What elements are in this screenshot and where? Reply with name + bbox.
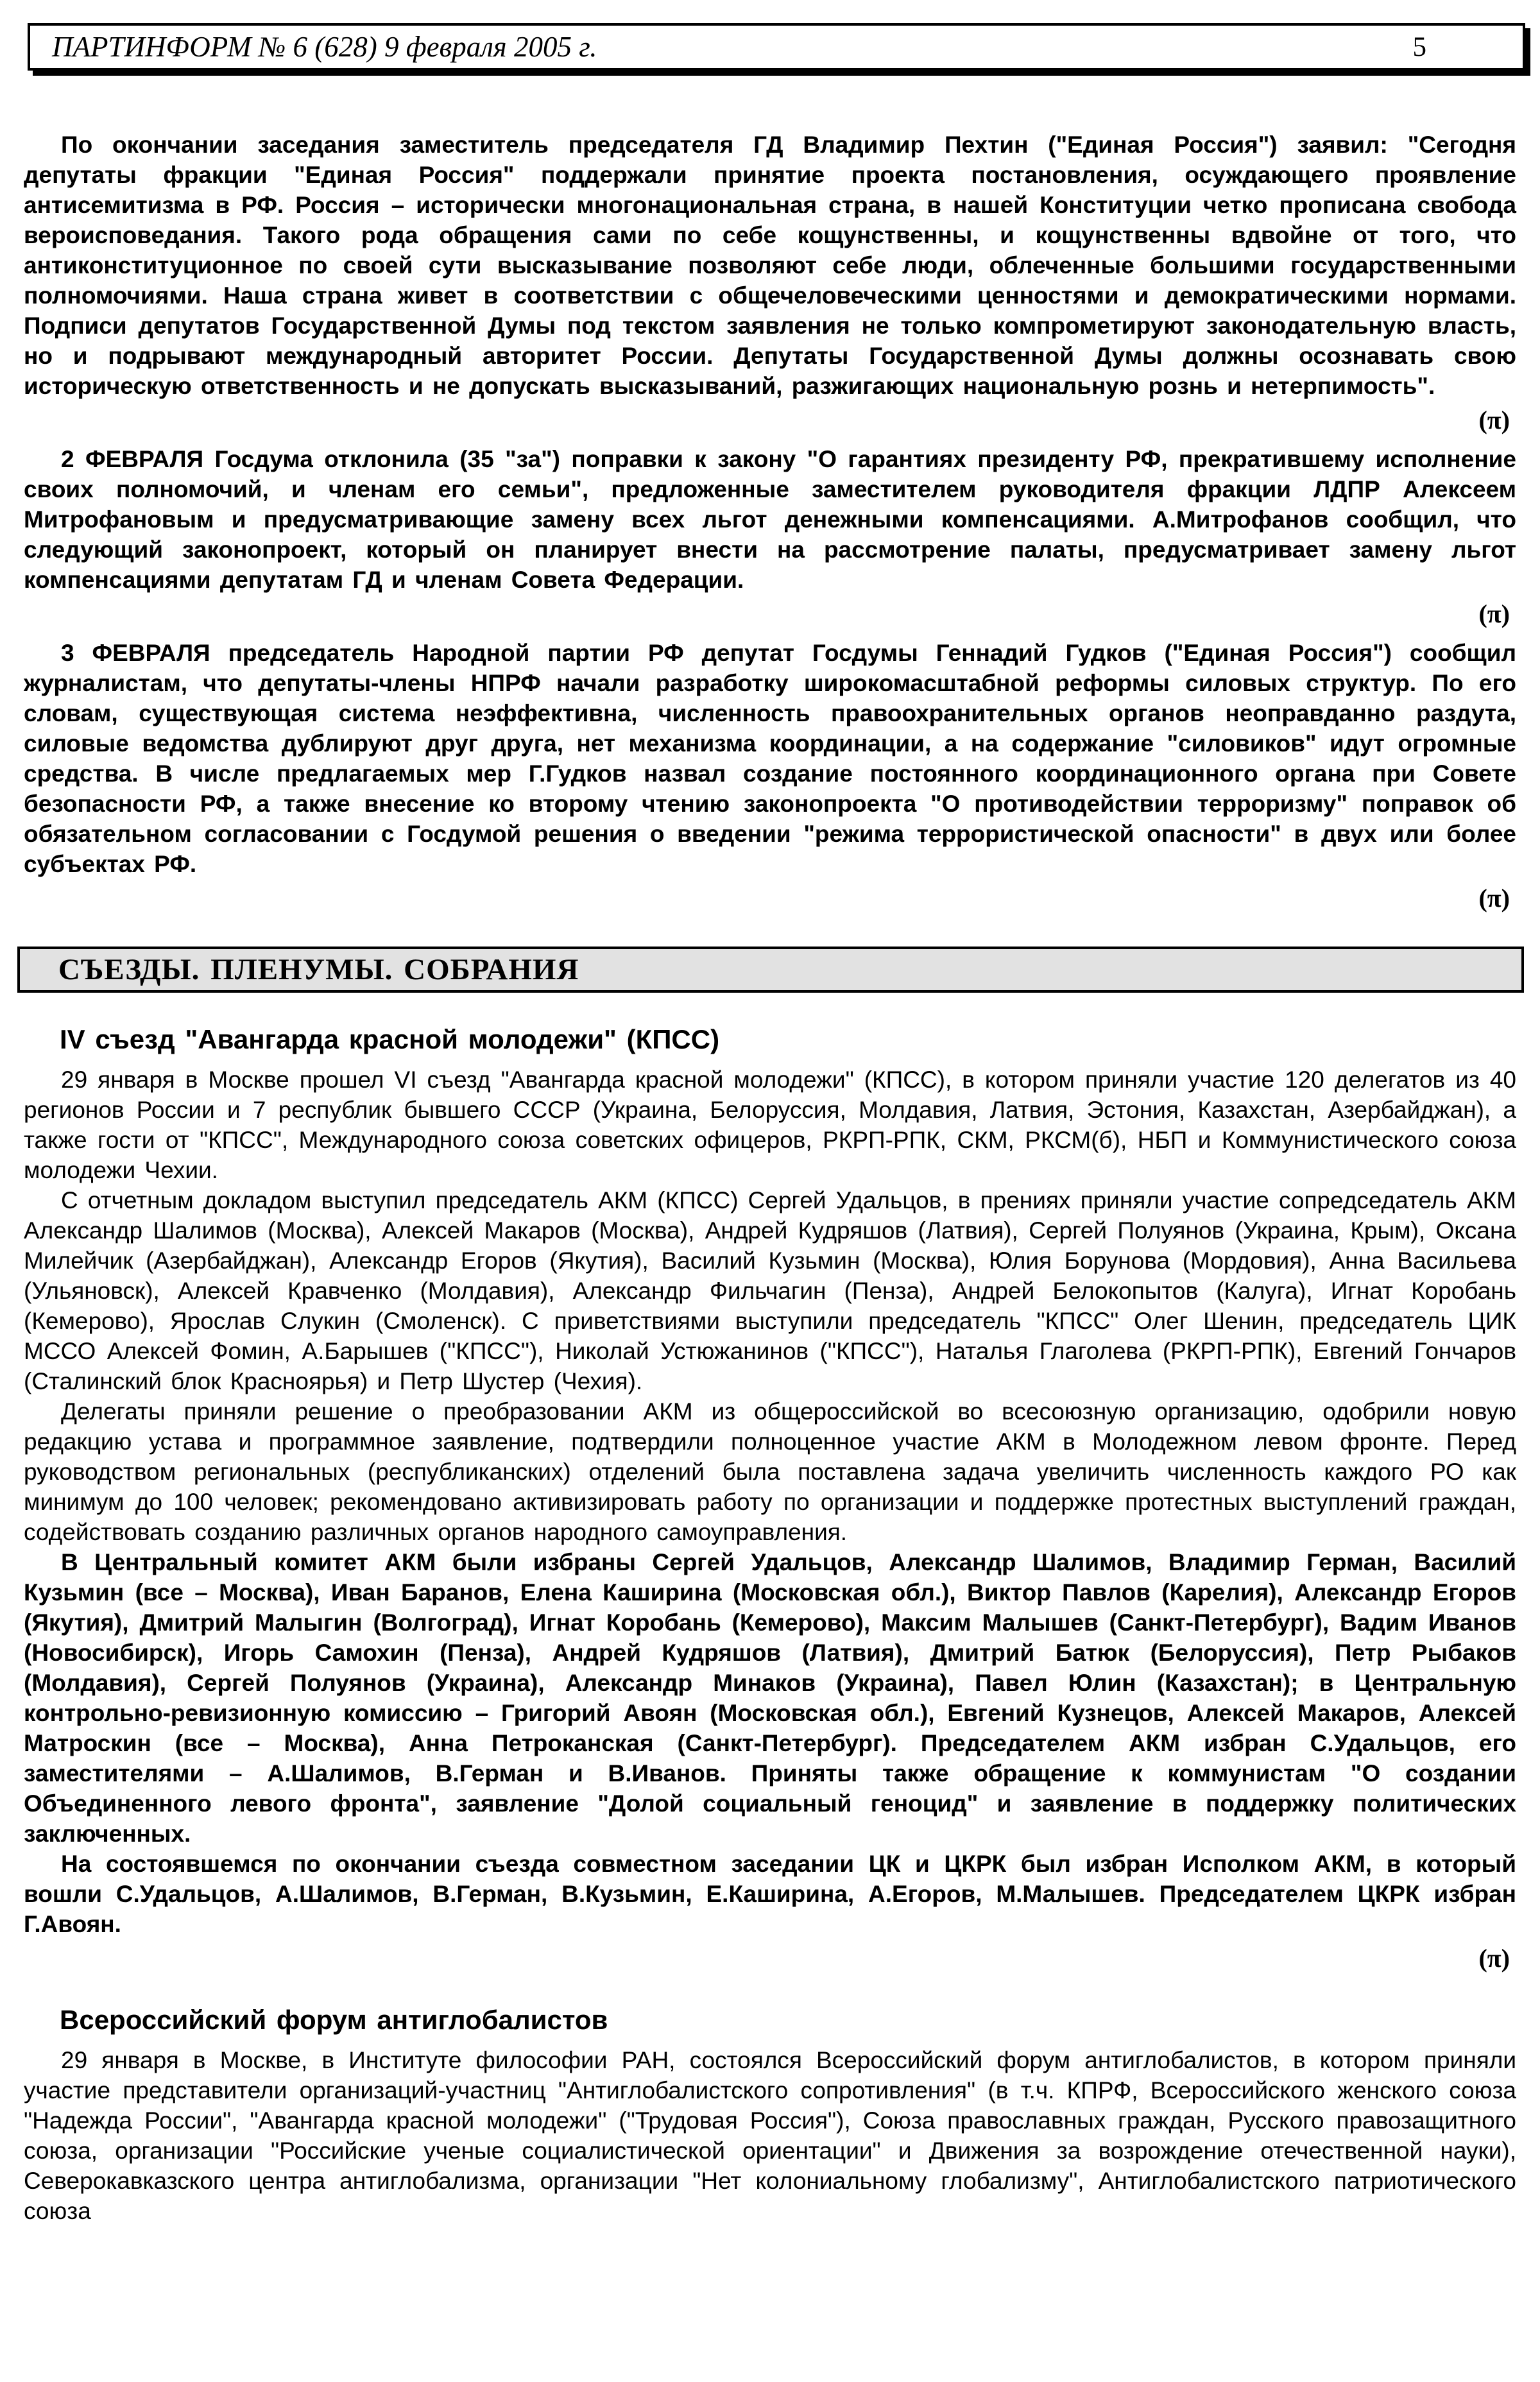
paragraph-akm-speakers: С отчетным докладом выступил председатель АКМ (КПСС) Сергей Удальцов, в прениях приняли участие сопредседатель АКМ Александр Шалимов (Москва), Алексей Макаров (Москва), Андрей Кудряшов (Латвия), Сергей Полуянов (Украина, Крым), Оксана Милейчик (Азербайджан), Александр Егоров (Якутия), Василий Кузьмин (Москва), Юлия Борунова (Мордовия), Анна Васильева (Ульяновск), Алексей Кравченко (Молдавия), Александр Фильчагин (Пенза), Андрей Белокопытов (Калуга), Игнат Коробань (Кемерово), Ярослав Слукин (Смоленск). С приветствиями выступили председатель "КПСС" Олег Шенин, председатель ЦИК МССО Алексей Фомин, А.Барышев ("КПСС"), Николай Устюжанинов ("КПСС"), Наталья Глаголева (РКРП-РПК), Евгений Гончаров (Сталинский блок Красноярья) и Петр Шустер (Чехия). [24,1187,1516,1394]
paragraph-akm-decisions: Делегаты приняли решение о преобразовании АКМ из общероссийской во всесоюзную организацию, одобрили новую редакцию устава и программное заявление, подтвердили полноценное участие АКМ в Молодежном левом фронте. Перед руководством региональных (республиканских) отделений была поставлена задача увеличить численность каждого РО как минимум до 100 человек; рекомендовано активизировать работу по организации и поддержке протестных выступлений граждан, содействовать созданию различных органов народного самоуправления. [24,1398,1516,1545]
paragraph-feb2-duma: 2 ФЕВРАЛЯ Госдума отклонила (35 "за") поправки к закону "О гарантиях президенту РФ, прекратившему исполнение своих полномочий, и членам его семьи", предложенные заместителем руководителя фракции ЛДПР Алексеем Митрофановым и предусматривающие замену всех льгот денежными компенсациями. А.Митрофанов сообщил, что следующий законопроект, который он планирует внести на рассмотрение палаты, предусматривает замену льгот компенсациями депутатам ГД и членам Совета Федерации. [24,446,1516,593]
section-title: СЪЕЗДЫ. ПЛЕНУМЫ. СОБРАНИЯ [58,952,579,986]
paragraph-pekhtin-statement: По окончании заседания заместитель председателя ГД Владимир Пехтин ("Единая Россия") заявил: "Сегодня депутаты фракции "Единая Россия" поддержали принятие проекта постановления, осуждающего проявление антисемитизма в РФ. Россия – исторически многонациональная страна, в нашей Конституции четко прописана свобода вероисповедания. Такого рода обращения сами по себе кощунственны, и кощунственны вдвойне от того, что антиконституционное по своей сути высказывание позволяют себе люди, облеченные большими государственными полномочиями. Наша страна живет в соответствии с общечеловеческими ценностями и демократическими нормами. Подписи депутатов Государственной Думы под текстом заявления не только компрометируют законодательную власть, но и подрывают международный авторитет России. Депутаты Государственной Думы должны осознавать свою историческую ответственность и не допускать высказываний, разжигающих национальную рознь и нетерпимость". [24,132,1516,399]
page-header [28,23,1525,71]
paragraph-akm-ispolkom: На состоявшемся по окончании съезда совместном заседании ЦК и ЦКРК был избран Исполком АКМ, в который вошли С.Удальцов, А.Шалимов, В.Герман, В.Кузьмин, Е.Каширина, А.Егоров, М.Малышев. Председателем ЦКРК избран Г.Авоян. [24,1851,1516,1937]
end-of-item-mark: (π) [1478,884,1510,913]
end-of-item-mark: (π) [1478,599,1510,628]
page-number: 5 [1412,31,1426,62]
article-title-antiglobalist-forum: Всероссийский форум антиглобалистов [60,2005,608,2035]
section-header-congresses [17,947,1524,993]
article-title-akm-congress: IV съезд "Авангарда красной молодежи" (КПСС) [60,1024,720,1054]
end-of-item-mark: (π) [1478,1944,1510,1973]
paragraph-feb3-gudkov: 3 ФЕВРАЛЯ председатель Народной партии РФ депутат Госдумы Геннадий Гудков ("Единая Россия") сообщил журналистам, что депутаты-члены НПРФ начали разработку широкомасштабной реформы силовых структур. По его словам, существующая система неэффективна, численность правоохранительных органов неоправданно раздута, силовые ведомства дублируют друг друга, нет механизма координации, а на содержание "силовиков" идут огромные средства. В числе предлагаемых мер Г.Гудков назвал создание постоянного координационного органа при Совете безопасности РФ, а также внесение ко второму чтению законопроекта "О противодействии терроризму" поправок об обязательном согласовании с Госдумой решения о введении "режима террористической опасности" в двух или более субъектах РФ. [24,640,1516,877]
newsletter-title: ПАРТИНФОРМ № 6 (628) 9 февраля 2005 г. [52,31,597,63]
page-body [24,130,1516,2226]
paragraph-akm-congress-overview: 29 января в Москве прошел VI съезд "Авангарда красной молодежи" (КПСС), в котором приняли участие 120 делегатов из 40 регионов России и 7 республик бывшего СССР (Украина, Белоруссия, Молдавия, Латвия, Эстония, Казахстан, Азербайджан), а также гости от "КПСС", Международного союза советских офицеров, РКРП-РПК, СКМ, РКСМ(б), НБП и Коммунистического союза молодежи Чехии. [24,1067,1516,1183]
end-of-item-mark: (π) [1478,406,1510,434]
paragraph-forum-overview: 29 января в Москве, в Институте философии РАН, состоялся Всероссийский форум антиглобалистов, в котором приняли участие представители организаций-участниц "Антиглобалистского сопротивления" (в т.ч. КПРФ, Всероссийского женского союза "Надежда России", "Авангарда красной молодежи" ("Трудовая Россия"), Союза православных граждан, Русского правозащитного союза, организации "Российские ученые социалистической ориентации" и Движения за возрождение отечественной науки), Северокавказского центра антиглобализма, организации "Нет колониальному глобализму", Антиглобалистского патриотического союза [24,2047,1516,2224]
paragraph-akm-central-committee: В Центральный комитет АКМ были избраны Сергей Удальцов, Александр Шалимов, Владимир Герман, Василий Кузьмин (все – Москва), Иван Баранов, Елена Каширина (Московская обл.), Виктор Павлов (Карелия), Александр Егоров (Якутия), Дмитрий Малыгин (Волгоград), Игнат Коробань (Кемерово), Максим Малышев (Санкт-Петербург), Вадим Иванов (Новосибирск), Игорь Самохин (Пенза), Андрей Кудряшов (Латвия), Дмитрий Батюк (Белоруссия), Петр Рыбаков (Молдавия), Сергей Полуянов (Украина), Александр Минаков (Украина), Павел Юлин (Казахстан); в Центральную контрольно-ревизионную комиссию – Григорий Авоян (Московская обл.), Евгений Кузнецов, Алексей Макаров, Алексей Матроскин (все – Москва), Анна Петроканская (Санкт-Петербург). Председателем АКМ избран С.Удальцов, его заместителями – А.Шалимов, В.Герман и В.Иванов. Приняты также обращение к коммунистам "О создании Объединенного левого фронта", заявление "Долой социальный геноцид" и заявление в поддержку политических заключенных. [24,1549,1516,1847]
